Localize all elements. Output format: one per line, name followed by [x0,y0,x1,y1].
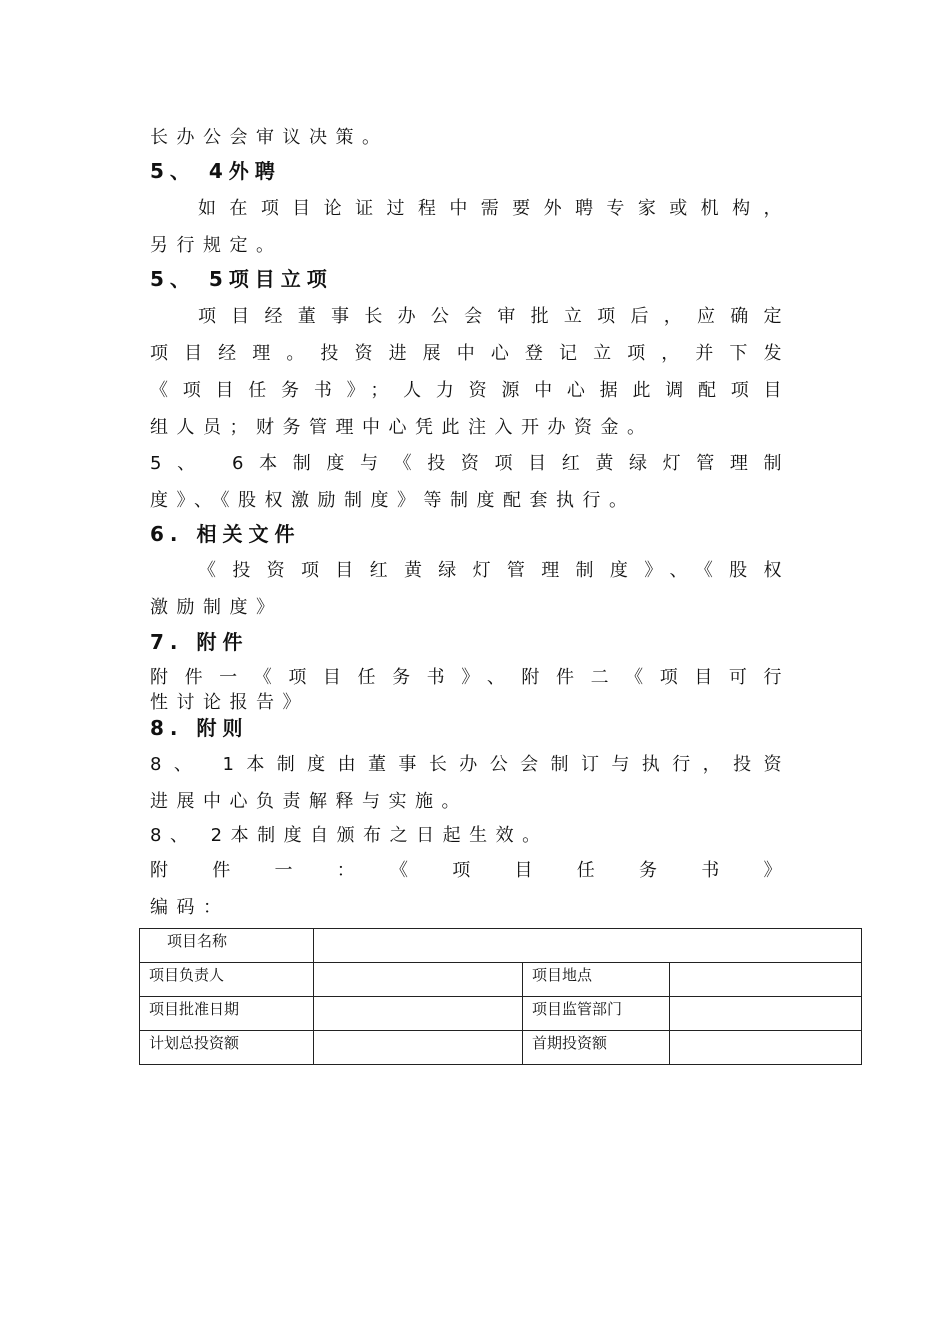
owner-label: 项目负责人 [140,963,314,997]
paragraph-line-8-1: 8、 1本制度由董事长办公会制订与执行，投资 [150,754,790,775]
paragraph-line-5-6: 5、 6本制度与《投资项目红黄绿灯管理制 [150,453,790,474]
paragraph-line: 度》、《股权激励制度》等制度配套执行。 [150,490,636,511]
section-heading-5-5: 5、 5项目立项 [150,267,333,291]
section-heading-6: 6. 相关文件 [150,522,301,546]
paragraph-line: 性讨论报告》 [150,692,309,713]
total-investment-field[interactable] [314,1031,523,1065]
code-label: 编码： [150,897,230,918]
table-row [140,929,862,963]
paragraph-line: 《项目任务书》；人力资源中心据此调配项目 [150,380,790,401]
paragraph-line: 《投资项目红黄绿灯管理制度》、《股权 [198,560,790,581]
paragraph-line: 项目经董事长办公会审批立项后，应确定 [198,306,790,327]
paragraph-line: 如在项目论证过程中需要外聘专家或机构， [198,198,790,219]
supervisor-field[interactable] [670,997,862,1031]
section-heading-8: 8. 附则 [150,716,249,740]
paragraph-line-8-2: 8、 2本制度自颁布之日起生效。 [150,825,549,846]
initial-investment-label: 首期投资额 [523,1031,670,1065]
initial-investment-field[interactable] [670,1031,862,1065]
section-heading-5-4: 5、 4外聘 [150,159,281,183]
project-name-label: 项目名称 [140,929,314,963]
supervisor-label: 项目监管部门 [523,997,670,1031]
location-label: 项目地点 [523,963,670,997]
paragraph-line: 激励制度》 [150,597,283,618]
table-row [140,963,862,997]
owner-field[interactable] [314,963,523,997]
paragraph-line: 另行规定。 [150,235,283,256]
project-name-field[interactable] [314,929,862,963]
project-task-form [139,928,862,1065]
paragraph-line: 附件一《项目任务书》、附件二《项目可行 [150,667,790,688]
attachment-title: 附件一：《项目任务书》 [150,860,790,881]
location-field[interactable] [670,963,862,997]
paragraph-line: 组人员；财务管理中心凭此注入开办资金。 [150,417,654,438]
paragraph-line: 进展中心负责解释与实施。 [150,791,468,812]
paragraph-line: 长办公会审议决策。 [150,127,389,148]
section-heading-7: 7. 附件 [150,630,249,654]
approval-date-field[interactable] [314,997,523,1031]
approval-date-label: 项目批准日期 [140,997,314,1031]
table-row [140,997,862,1031]
paragraph-line: 项目经理。投资进展中心登记立项，并下发 [150,343,790,364]
table-row [140,1031,862,1065]
total-investment-label: 计划总投资额 [140,1031,314,1065]
